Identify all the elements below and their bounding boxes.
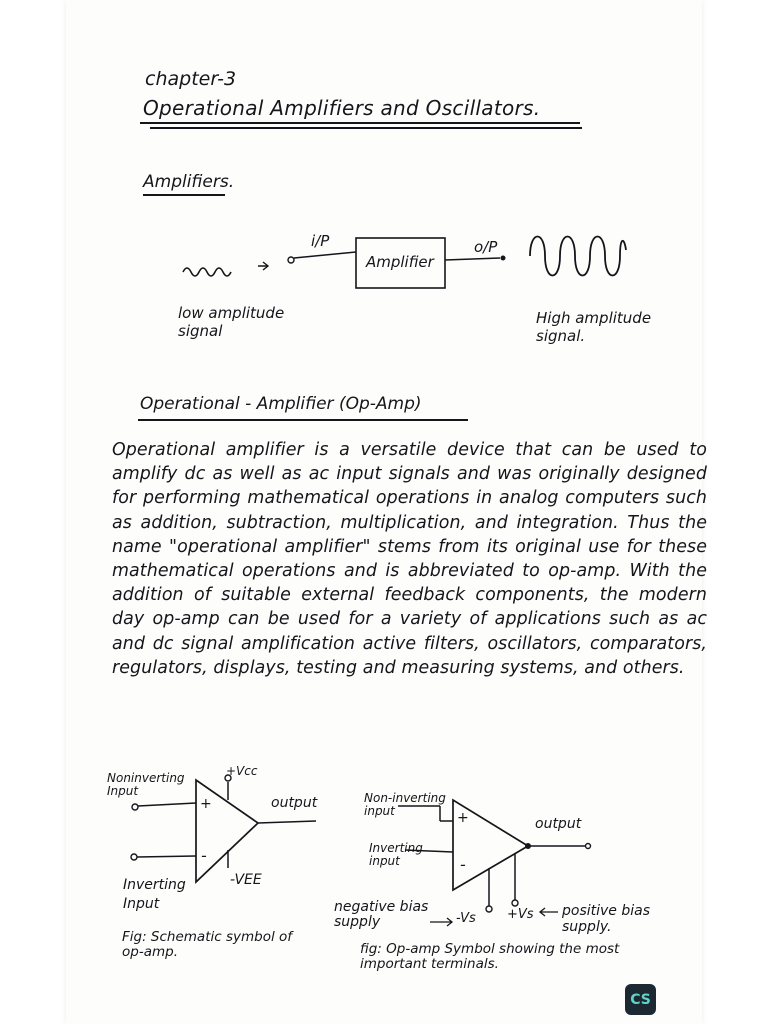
fig2-inverting-label: Inverting input [369, 841, 423, 868]
input-label: i/P [311, 232, 330, 250]
fig1-vcc-label: +Vcc [226, 764, 258, 778]
high-amplitude-label: High amplitude signal. [536, 309, 652, 345]
fig2-positive-bias-label: positive bias supply. [562, 903, 651, 935]
camscanner-badge: CS [625, 984, 656, 1015]
output-end-terminal-2 [586, 844, 591, 849]
fig2-pos-supply-label: +Vs [507, 907, 534, 922]
low-amplitude-label: low amplitude signal [178, 304, 285, 340]
fig1-output-label: output [271, 795, 318, 811]
fig1-vee-label: -VEE [230, 872, 262, 888]
arrow-to-neg-supply [430, 918, 452, 926]
fig1-plus-sign: + [200, 796, 212, 812]
neg-supply-terminal [486, 906, 492, 912]
fig1-minus-sign: - [201, 846, 207, 865]
fig2-noninverting-label: Non-inverting input [364, 791, 446, 818]
fig2-minus-sign: - [460, 855, 466, 874]
amplifiers-heading: Amplifiers. [143, 172, 235, 192]
output-terminal-2 [525, 843, 531, 849]
arrow-from-pos-label [540, 908, 558, 916]
output-label: o/P [474, 238, 498, 256]
pos-supply-terminal [512, 900, 518, 906]
fig2-negative-bias-label: negative bias supply [334, 899, 429, 930]
fig2-plus-sign: + [457, 810, 469, 826]
opamp-paragraph: Operational amplifier is a versatile device that can be used to amplify dc as well as ac input signals and was originally designed for performing mathematical operations in analog computers such as addition, subtraction, multiplication, and integration. Thus the name "operational amplifier" stems from its original use for these mathematical operations and is abbreviated to op-amp. With the addition of suitable external feedback components, the modern day op-amp can be used for a variety of applications such as ac and dc signal amplification active filters, oscillators, comparators, regulators, displays, testing and measuring systems, and others. [112, 440, 707, 678]
page-title: Operational Amplifiers and Oscillators. [143, 96, 541, 120]
chapter-label: chapter-3 [145, 68, 237, 90]
amplifier-box-label: Amplifier [366, 253, 434, 271]
fig2-output-label: output [535, 816, 582, 832]
fig1-caption: Fig: Schematic symbol of op-amp. [122, 929, 293, 960]
fig2-neg-supply-label: -Vs [456, 911, 476, 926]
fig1-inverting-label: Inverting Input [123, 877, 186, 912]
opamp-heading: Operational - Amplifier (Op-Amp) [140, 394, 422, 414]
fig1-noninverting-label: Noninverting Input [107, 771, 185, 798]
fig2-caption: fig: Op-amp Symbol showing the most important terminals. [360, 941, 620, 972]
